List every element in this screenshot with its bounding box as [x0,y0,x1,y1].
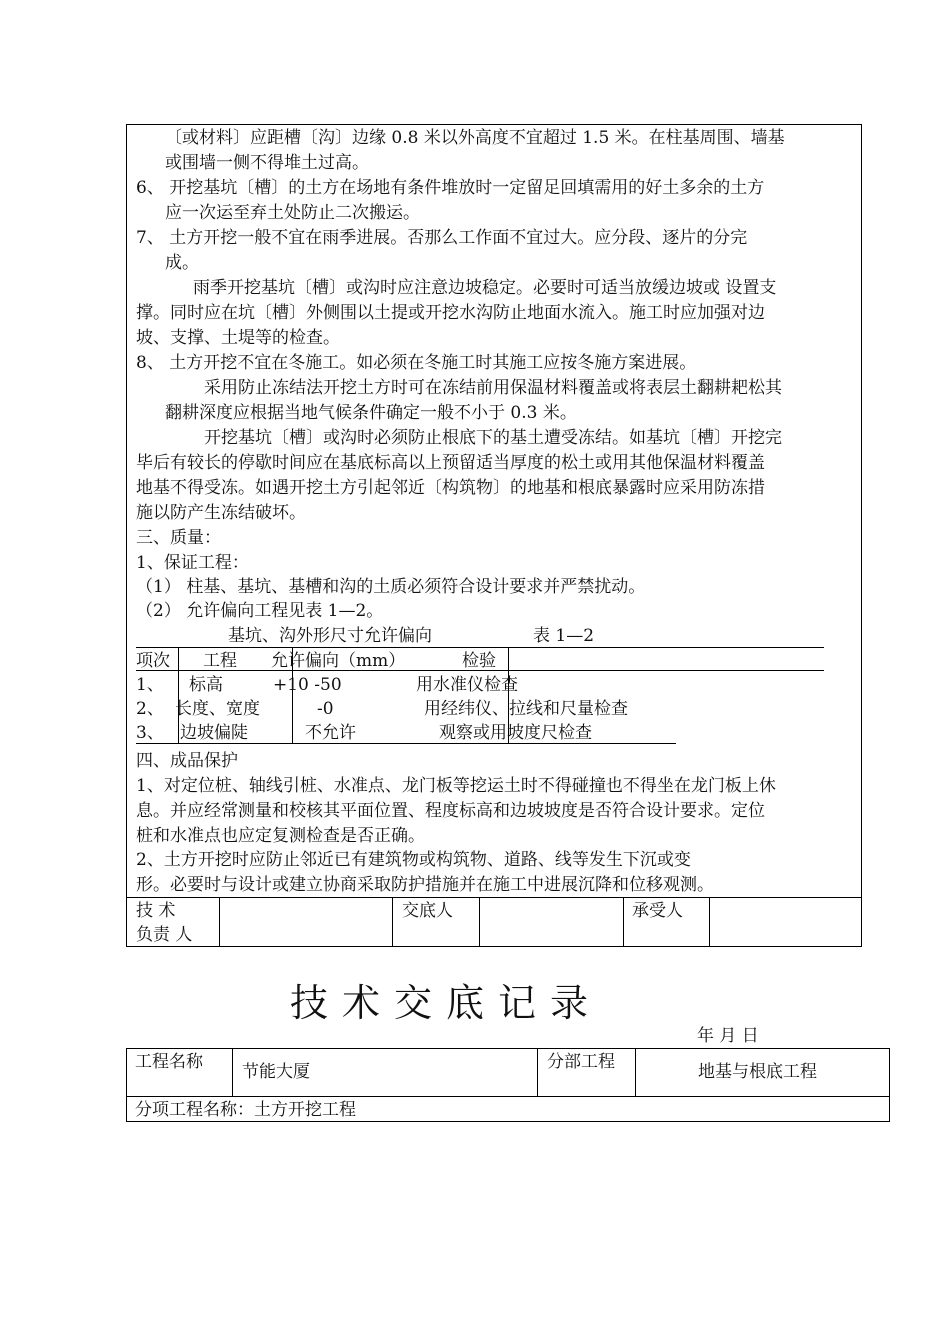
form-mid-border [126,1096,890,1097]
body-line: 翻耕深度应根据当地气候条件确定一般不小于 0.3 米。 [165,403,577,423]
sub-project-value: 地基与根底工程 [698,1062,817,1082]
sign-divider-1 [219,897,220,947]
body-line: 成。 [165,253,199,273]
body-line: 开挖基坑〔槽〕或沟时必须防止根底下的基土遭受冻结。如基坑〔槽〕开挖完 [204,428,782,448]
form-col-2 [537,1048,538,1096]
body-line: 形。必要时与设计或建立协商采取防护措施并在施工中进展沉降和位移观测。 [136,875,714,895]
table-row-item: 长度、宽度 [175,699,260,719]
sign-divider-5 [709,897,710,947]
form-right-border [889,1048,890,1122]
table-row-deviation: -0 [317,699,334,719]
body-line: 采用防止冻结法开挖土方时可在冻结前用保温材料覆盖或将表层土翻耕耙松其 [204,378,782,398]
sign-divider-2 [392,897,393,947]
body-line: 8、 土方开挖不宜在冬施工。如必须在冬施工时其施工应按冬施方案进展。 [136,353,697,373]
section-heading: 四、成品保护 [136,751,238,771]
receiver-label: 承受人 [632,901,683,921]
body-line: 或围墙一侧不得堆土过高。 [165,153,369,173]
form-col-3 [635,1048,636,1096]
form-left-border [126,1048,127,1122]
table-number: 表 1—2 [533,626,595,646]
table-row-check: 用水准仪检查 [416,675,518,695]
body-line: 雨季开挖基坑〔槽〕或沟时应注意边坡稳定。必要时可适当放缓边坡或 设置支 [193,278,777,298]
body-line: 1、对定位桩、轴线引桩、水准点、龙门板等挖运土时不得碰撞也不得坐在龙门板上休 [136,776,776,796]
body-line: 应一次运至弃土处防止二次搬运。 [165,203,420,223]
body-line: 桩和水准点也应定复测检查是否正确。 [136,826,425,846]
table-header-check: 检验 [462,651,496,671]
body-line: 撑。同时应在坑〔槽〕外侧围以土提或开挖水沟防止地面水流入。施工时应加强对边 [136,303,765,323]
body-line: 施以防产生冻结破坏。 [136,503,306,523]
body-line: 7、 土方开挖一般不宜在雨季进展。否那么工作面不宜过大。应分段、逐片的分完 [136,228,748,248]
table-row-item: 边坡偏陡 [180,723,248,743]
table-row-no: 3、 [136,723,164,743]
sign-divider-4 [623,897,624,947]
handover-label: 交底人 [402,901,453,921]
table-top-rule [136,647,824,648]
body-line: 地基不得受冻。如遇开挖土方引起邻近〔构筑物〕的地基和根底暴露时应采用防冻措 [136,478,765,498]
body-line: （1） 柱基、基坑、基槽和沟的土质必须符合设计要求并严禁扰动。 [136,577,646,597]
table-header-item: 工程 [203,651,237,671]
date-line: 年 月 日 [697,1026,759,1046]
handover-signature-field[interactable] [482,899,620,945]
tech-lead-signature-field[interactable] [222,899,390,945]
body-line: 1、保证工程： [136,553,249,573]
table-header-no: 项次 [136,651,170,671]
body-line: 〔或材料〕应距槽〔沟〕边缘 0.8 米以外高度不宜超过 1.5 米。在柱基周围、墙基 [165,128,785,148]
box-bottom-border [126,946,862,947]
body-line: 坡、支撑、土堤等的检查。 [136,328,340,348]
table-row-deviation: +10 -50 [273,675,342,695]
table-row-item: 标高 [189,675,223,695]
sign-row-top-border [126,897,862,898]
tech-lead-label-a: 技 术 [136,901,176,921]
table-row-no: 1、 [136,675,164,695]
table-caption: 基坑、沟外形尺寸允许偏向 [228,626,432,646]
project-name-label: 工程名称 [135,1052,203,1072]
tech-lead-label-b: 负责 人 [136,925,193,945]
table-header-deviation: 允许偏向（mm） [271,651,406,671]
box-left-border [126,124,127,947]
table-col-rule-1 [178,647,179,743]
table-row-no: 2、 [136,699,164,719]
body-line: 6、 开挖基坑〔槽〕的土方在场地有条件堆放时一定留足回填需用的好土多余的土方 [136,178,765,198]
box-top-border [126,124,862,125]
sign-divider-3 [479,897,480,947]
project-name-value: 节能大厦 [242,1062,310,1082]
body-line: 2、土方开挖时应防止邻近已有建筑物或构筑物、道路、线等发生下沉或变 [136,850,691,870]
box-right-border [861,124,862,947]
item-project-line: 分项工程名称：土方开挖工程 [135,1100,356,1120]
section-heading: 三、质量： [136,528,221,548]
body-line: 息。并应经常测量和校核其平面位置、程度标高和边坡坡度是否符合设计要求。定位 [136,801,765,821]
body-line: 毕后有较长的停歇时间应在基底标高以上预留适当厚度的松土或用其他保温材料覆盖 [136,453,765,473]
table-row-check: 观察或用坡度尺检查 [439,723,592,743]
table-row-check: 用经纬仪、拉线和尺量检查 [424,699,628,719]
body-line: （2） 允许偏向工程见表 1—2。 [136,601,384,621]
form-top-border [126,1048,890,1049]
page-title: 技术交底记录 [290,981,603,1025]
table-row-deviation: 不允许 [305,723,356,743]
sub-project-label: 分部工程 [547,1052,615,1072]
form-col-1 [232,1048,233,1096]
receiver-signature-field[interactable] [712,899,858,945]
